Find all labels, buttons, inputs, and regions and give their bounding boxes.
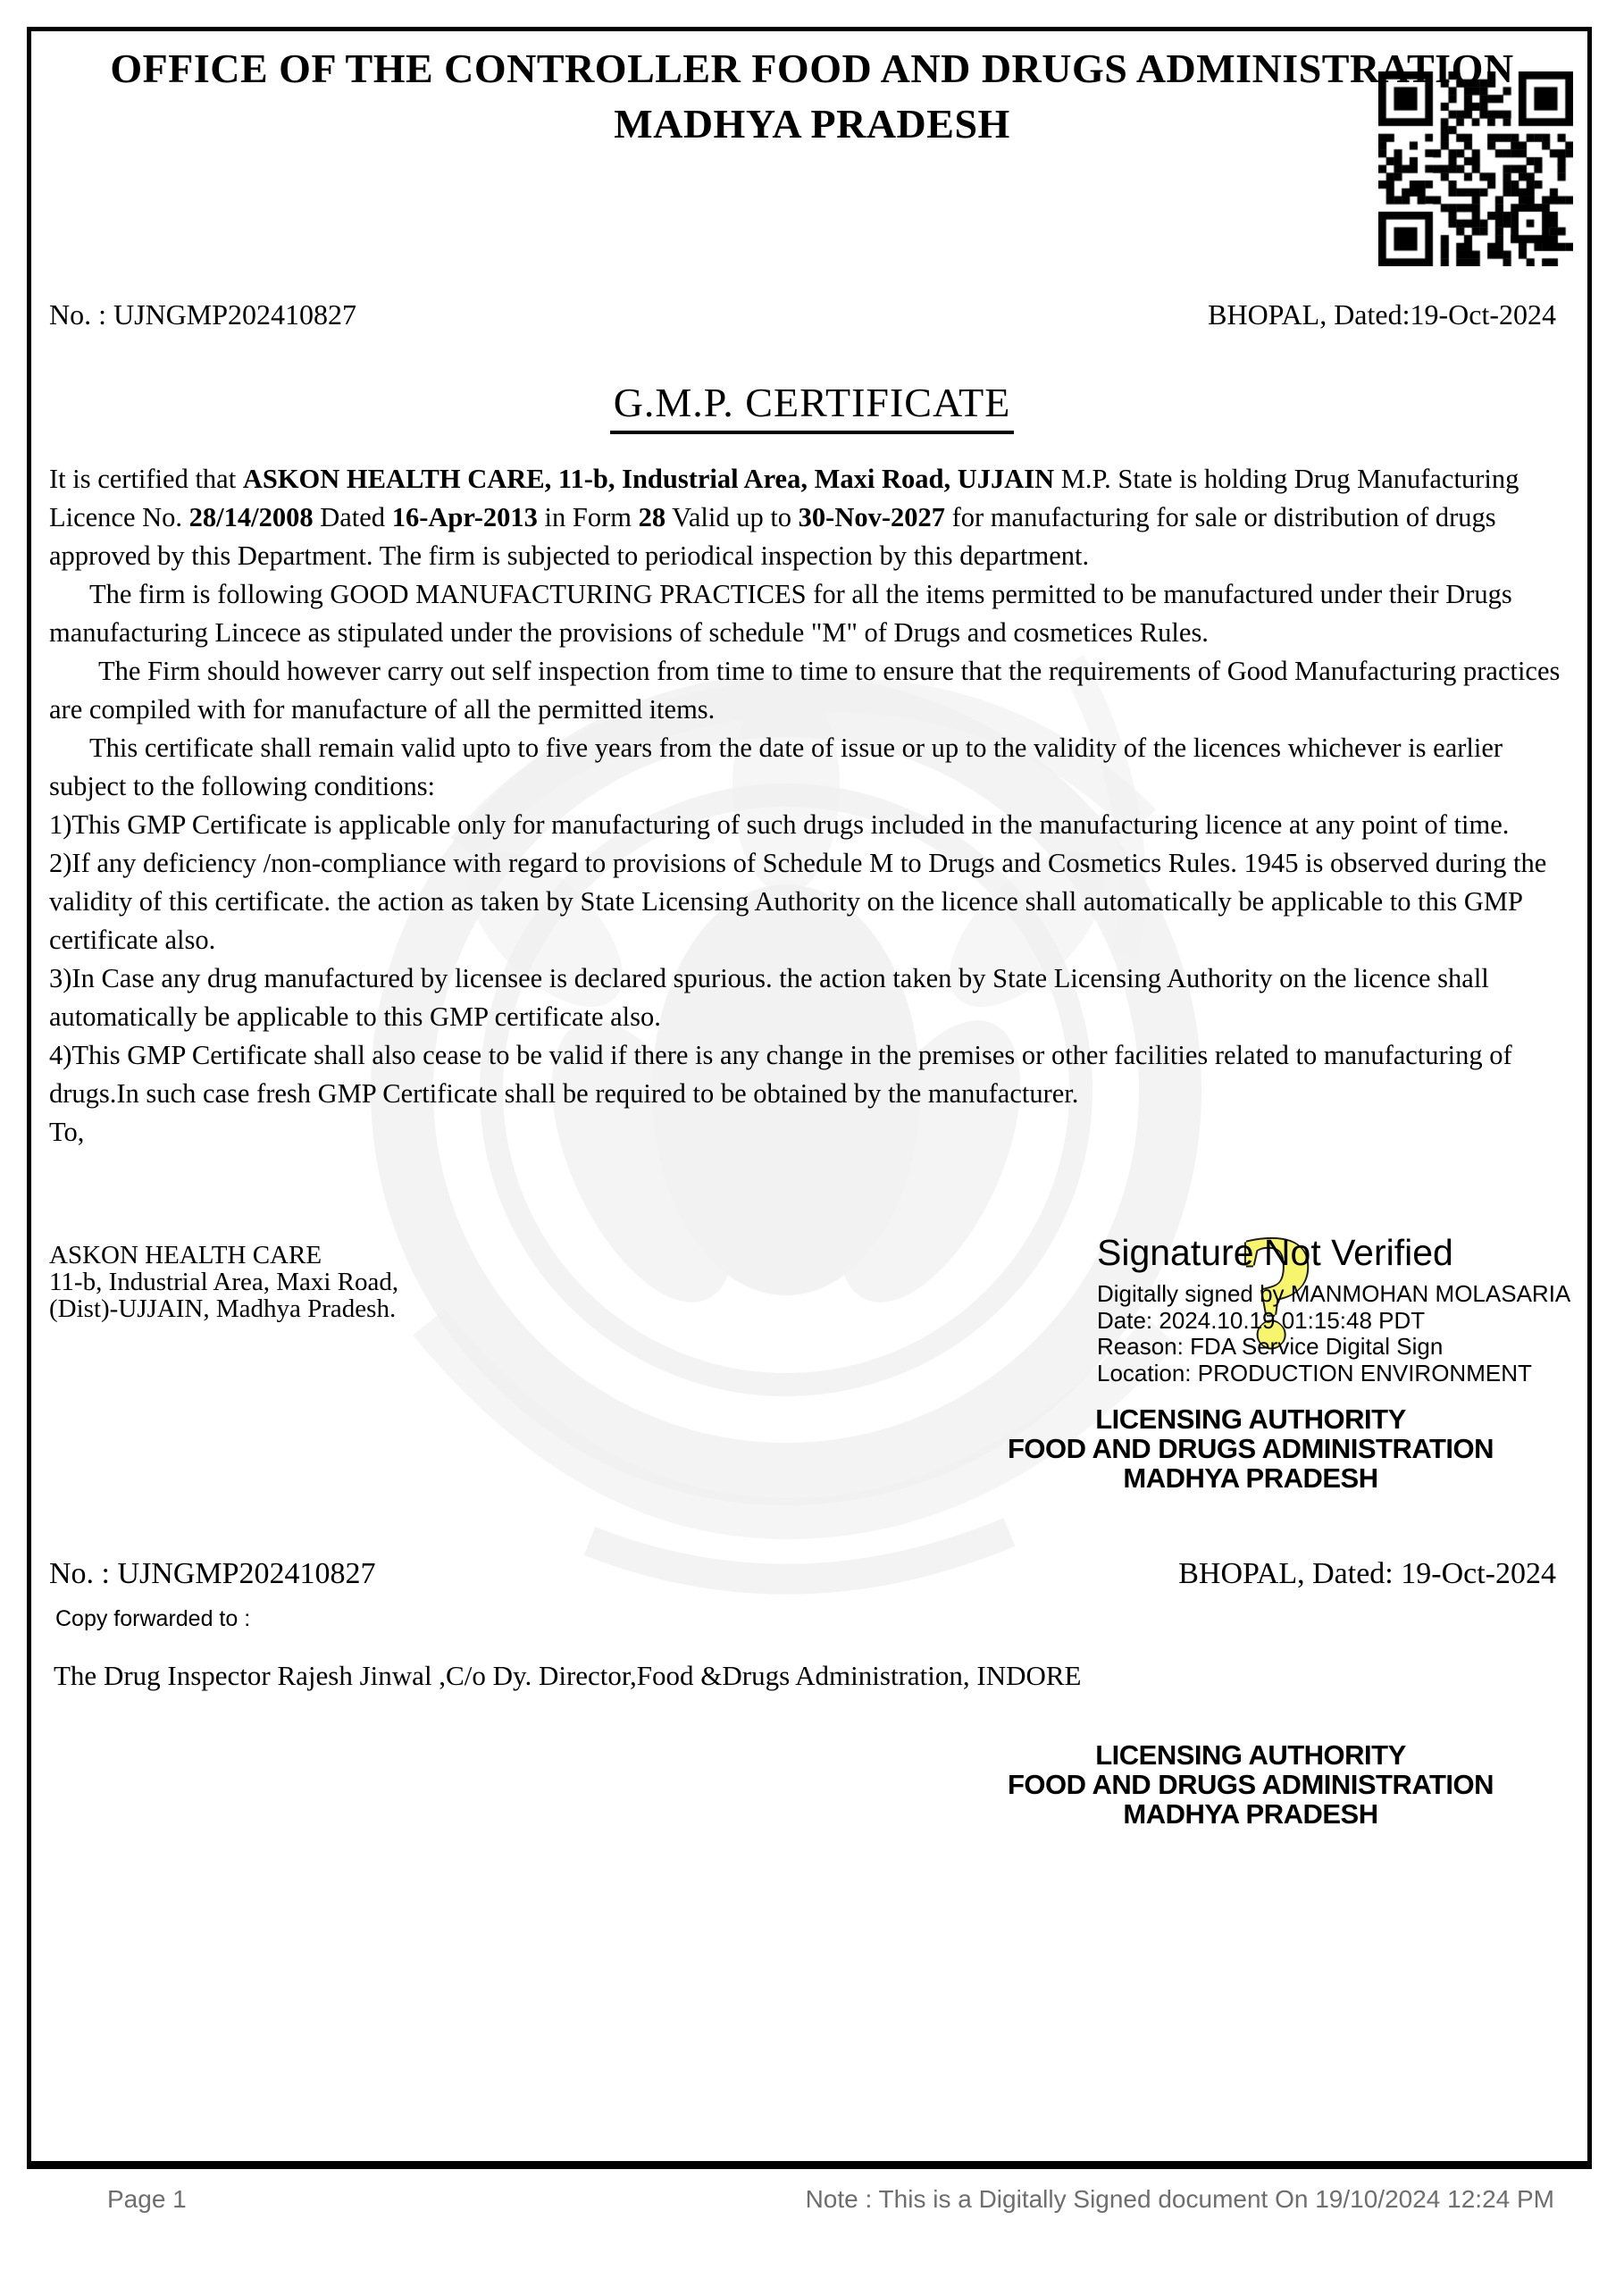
office-header-line1: OFFICE OF THE CONTROLLER FOOD AND DRUGS ADMINISTRATION: [110, 46, 1514, 91]
licensing-authority-block: [983, 1740, 1519, 1829]
reference-row-bottom: [49, 1557, 1556, 1591]
page-number: Page 1: [107, 2185, 187, 2213]
signature-reason: Reason: FDA Service Digital Sign: [1097, 1333, 1444, 1360]
condition-item: 4)This GMP Certificate shall also cease to be valid if there is any change in the premises or other facilities related to manufacturing of drugs.In such case fresh GMP Certificate shall be required to be obtained by the manufacturer.: [49, 1040, 1512, 1109]
recipient-district: (Dist)-UJJAIN, Madhya Pradesh.: [49, 1294, 397, 1323]
place-date: BHOPAL, Dated:19-Oct-2024: [1208, 298, 1556, 331]
condition-item: 1)This GMP Certificate is applicable only for manufacturing of such drugs included in the manufacturing licence at any point of time.: [49, 809, 1510, 840]
authority-line2: FOOD AND DRUGS ADMINISTRATION: [1007, 1769, 1494, 1800]
authority-line3: MADHYA PRADESH: [1123, 1462, 1378, 1494]
reference-row-top: [49, 298, 1556, 331]
authority-line3: MADHYA PRADESH: [1123, 1798, 1378, 1830]
signature-status: Signature Not Verified: [1097, 1232, 1453, 1273]
authority-line1: LICENSING AUTHORITY: [1095, 1403, 1406, 1435]
gmp-paragraph: The firm is following GOOD MANUFACTURING PRACTICES for all the items permitted to be manufactured under their Drugs manufacturing Lincece as stipulated under the provisions of schedule "M" of Drugs and cosmetices Rules.: [49, 579, 1512, 648]
certificate-title: G.M.P. CERTIFICATE: [610, 379, 1015, 434]
condition-item: 3)In Case any drug manufactured by licensee is declared spurious. the action taken by State Licensing Authority on the licence shall automatically be applicable to this GMP certificate also.: [49, 963, 1489, 1032]
digitally-signed-note: Note : This is a Digitally Signed document On 19/10/2024 12:24 PM: [805, 2185, 1554, 2213]
licensing-authority-block: [983, 1404, 1519, 1493]
recipient-street: 11-b, Industrial Area, Maxi Road,: [49, 1268, 399, 1296]
certificate-body: [49, 460, 1574, 1152]
page-footer: [107, 2185, 1554, 2214]
digital-signature-stamp: [1097, 1233, 1570, 1386]
office-header: [80, 41, 1544, 152]
authority-line2: FOOD AND DRUGS ADMINISTRATION: [1007, 1433, 1494, 1464]
certificate-number: No. : UJNGMP202410827: [49, 1557, 376, 1590]
signature-signer: Digitally signed by MANMOHAN MOLASARIA: [1097, 1280, 1571, 1307]
validity-paragraph: This certificate shall remain valid upto to five years from the date of issue or up to the validity of the licences whichever is earlier subject to the following conditions:: [49, 733, 1503, 801]
intro-paragraph: It is certified that ASKON HEALTH CARE, 11-b, Industrial Area, Maxi Road, UJJAIN M.P. State is holding Drug Manufacturing Licence No. 28/14/2008 Dated 16-Apr-2013 in Form 28 Valid up to 30-Nov-2027 for manufacturing for sale or distribution of drugs approved by this Department. The firm is subjected to periodical inspection by this department.: [49, 464, 1519, 571]
office-header-line2: MADHYA PRADESH: [614, 101, 1010, 147]
to-label: To,: [49, 1117, 85, 1147]
place-date: BHOPAL, Dated: 19-Oct-2024: [1178, 1557, 1556, 1590]
copy-forwarded-label: Copy forwarded to :: [55, 1606, 251, 1631]
signature-question-mark-icon: ?: [1236, 1202, 1317, 1380]
inspector-line: The Drug Inspector Rajesh Jinwal ,C/o Dy. Director,Food &Drugs Administration, INDORE: [54, 1660, 1082, 1691]
recipient-name: ASKON HEALTH CARE: [49, 1241, 322, 1269]
self-inspection-paragraph: The Firm should however carry out self inspection from time to time to ensure that the requirements of Good Manufacturing practices are compiled with for manufacture of all the permitted items.: [49, 656, 1561, 725]
condition-item: 2)If any deficiency /non-compliance with regard to provisions of Schedule M to Drugs and Cosmetics Rules. 1945 is observed during the validity of this certificate. the action as taken by State Licensing Authority on the licence shall automatically be applicable to this GMP certificate also.: [49, 848, 1547, 955]
signature-location: Location: PRODUCTION ENVIRONMENT: [1097, 1359, 1532, 1386]
title-wrap: [0, 379, 1624, 434]
signature-date: Date: 2024.10.19 01:15:48 PDT: [1097, 1306, 1426, 1334]
authority-line1: LICENSING AUTHORITY: [1095, 1739, 1406, 1771]
recipient-address: [49, 1242, 398, 1322]
certificate-number: No. : UJNGMP202410827: [49, 298, 357, 331]
